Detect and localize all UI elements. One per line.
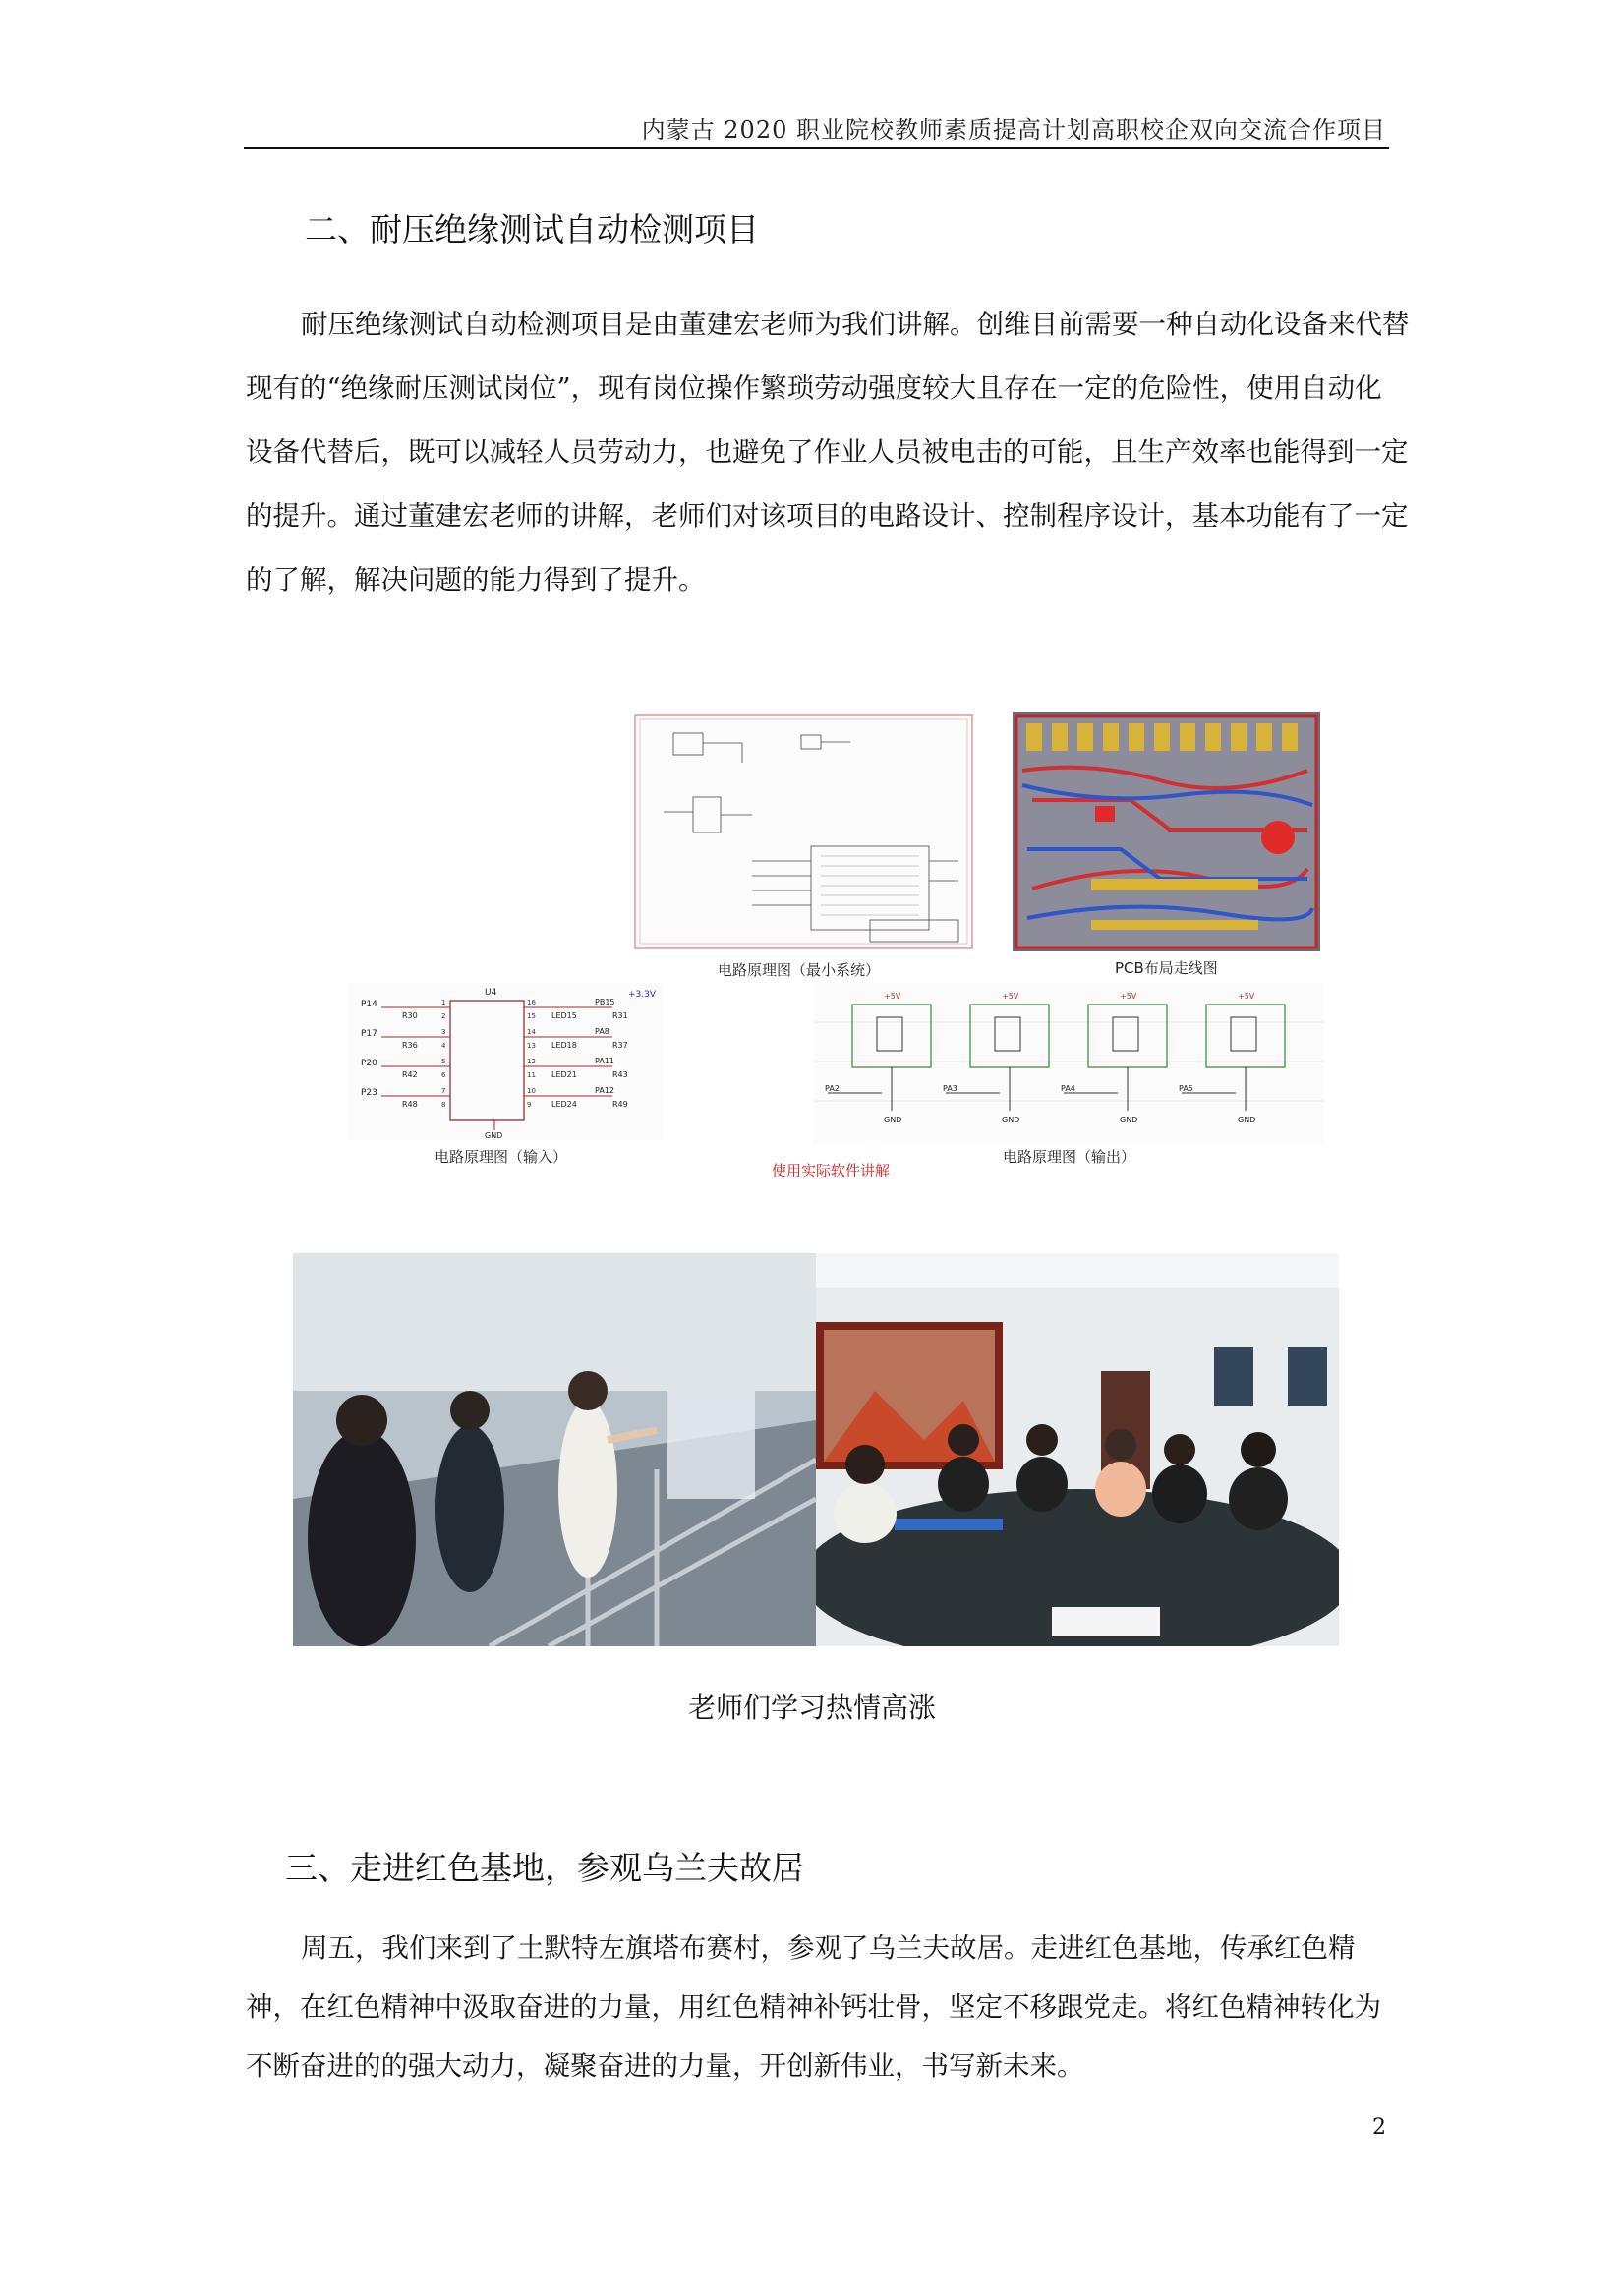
section-3-heading: 三、走进红色基地，参观乌兰夫故居 (285, 1849, 804, 1887)
caption-schematic-min: 电路原理图（最小系统） (718, 961, 881, 979)
port-label: PA4 (1061, 1084, 1075, 1093)
resistor-label: R42 (402, 1070, 418, 1079)
paragraph-line: 的了解，解决问题的能力得到了提升。 (246, 564, 706, 596)
caption-schematic-output: 电路原理图（输出） (1003, 1148, 1136, 1166)
paragraph-line: 不断奋进的的强大动力，凝聚奋进的力量，开创新伟业，书写新未来。 (246, 2050, 1084, 2082)
resistor-label: R31 (612, 1011, 628, 1020)
output-label: PA11 (595, 1057, 614, 1065)
schematic-input-image (347, 983, 664, 1140)
pin-label: 1 (441, 999, 446, 1006)
led-label: LED18 (551, 1041, 577, 1050)
port-label: P23 (361, 1088, 377, 1098)
pin-label: 15 (527, 1012, 536, 1020)
pin-label: 12 (527, 1058, 536, 1065)
caption-schematic-input: 电路原理图（输入） (435, 1148, 568, 1166)
paragraph-line: 的提升。通过董建宏老师的讲解，老师们对该项目的电路设计、控制程序设计，基本功能有了一定 (246, 500, 1409, 532)
port-label: PA2 (825, 1084, 840, 1093)
resistor-label: R36 (402, 1041, 418, 1050)
page-number: 2 (1372, 2115, 1386, 2140)
pin-label: 7 (441, 1087, 446, 1095)
section-3-body (246, 1919, 1381, 2095)
paragraph-line: 耐压绝缘测试自动检测项目是由董建宏老师为我们讲解。创维目前需要一种自动化设备来代替 (301, 309, 1410, 340)
vcc-label: +3.3V (628, 990, 657, 1000)
section-2-body (246, 293, 1410, 612)
schematic-output-image (813, 983, 1324, 1145)
gnd-label: GND (1120, 1116, 1138, 1124)
led-label: LED21 (551, 1070, 577, 1079)
vcc-label: +5V (1002, 992, 1019, 1001)
pcb-layout-image (1013, 712, 1320, 951)
led-label: LED24 (551, 1100, 577, 1109)
pin-label: 10 (527, 1087, 536, 1095)
paragraph-line: 神，在红色精神中汲取奋进的力量，用红色精神补钙壮骨，坚定不移跟党走。将红色精神转化为 (246, 1991, 1381, 2023)
gnd-label: GND (884, 1116, 902, 1124)
header-rule (244, 147, 1389, 149)
port-label: P17 (361, 1029, 377, 1039)
pin-label: 6 (441, 1071, 446, 1079)
port-label: P14 (361, 1000, 377, 1009)
resistor-label: R30 (402, 1011, 418, 1020)
schematic-min-system-image (634, 714, 973, 949)
resistor-label: R37 (612, 1041, 628, 1050)
gnd-label: GND (485, 1131, 503, 1140)
resistor-label: R49 (612, 1100, 628, 1109)
led-label: LED15 (551, 1011, 577, 1020)
vcc-label: +5V (1120, 992, 1137, 1001)
section-2-heading: 二、耐压绝缘测试自动检测项目 (305, 210, 759, 249)
pin-label: 16 (527, 999, 536, 1006)
caption-photos: 老师们学习热情高涨 (688, 1692, 937, 1724)
pin-label: 14 (527, 1028, 536, 1036)
pin-label: 5 (441, 1058, 446, 1065)
pin-label: 3 (441, 1028, 446, 1036)
vcc-label: +5V (1238, 992, 1255, 1001)
factory-visit-photo (293, 1253, 816, 1646)
pin-label: 13 (527, 1042, 536, 1050)
chip-label: U4 (485, 988, 497, 998)
vcc-label: +5V (884, 992, 901, 1001)
meeting-room-photo (816, 1253, 1339, 1646)
output-label: PA12 (595, 1086, 614, 1095)
pin-label: 4 (441, 1042, 446, 1050)
port-label: PA5 (1179, 1084, 1193, 1093)
paragraph-line: 周五，我们来到了土默特左旗塔布赛村，参观了乌兰夫故居。走进红色基地，传承红色精 (301, 1932, 1356, 1964)
pin-label: 11 (527, 1071, 536, 1079)
port-label: P20 (361, 1059, 377, 1068)
pin-label: 9 (527, 1101, 532, 1109)
resistor-label: R43 (612, 1070, 628, 1079)
resistor-label: R48 (402, 1100, 418, 1109)
pin-label: 8 (441, 1101, 446, 1109)
output-label: PA8 (595, 1027, 609, 1036)
port-label: PA3 (943, 1084, 957, 1093)
paragraph-line: 设备代替后，既可以减轻人员劳动力，也避免了作业人员被电击的可能，且生产效率也能得到一定 (246, 436, 1409, 468)
caption-pcb: PCB布局走线图 (1115, 959, 1218, 977)
running-header: 内蒙古 2020 职业院校教师素质提高计划高职校企双向交流合作项目 (641, 116, 1386, 144)
gnd-label: GND (1002, 1116, 1020, 1124)
pin-label: 2 (441, 1012, 446, 1020)
caption-software-note: 使用实际软件讲解 (772, 1162, 891, 1179)
gnd-label: GND (1238, 1116, 1256, 1124)
output-label: PB15 (595, 998, 615, 1006)
paragraph-line: 现有的“绝缘耐压测试岗位”，现有岗位操作繁琐劳动强度较大且存在一定的危险性，使用自动化 (246, 373, 1382, 404)
